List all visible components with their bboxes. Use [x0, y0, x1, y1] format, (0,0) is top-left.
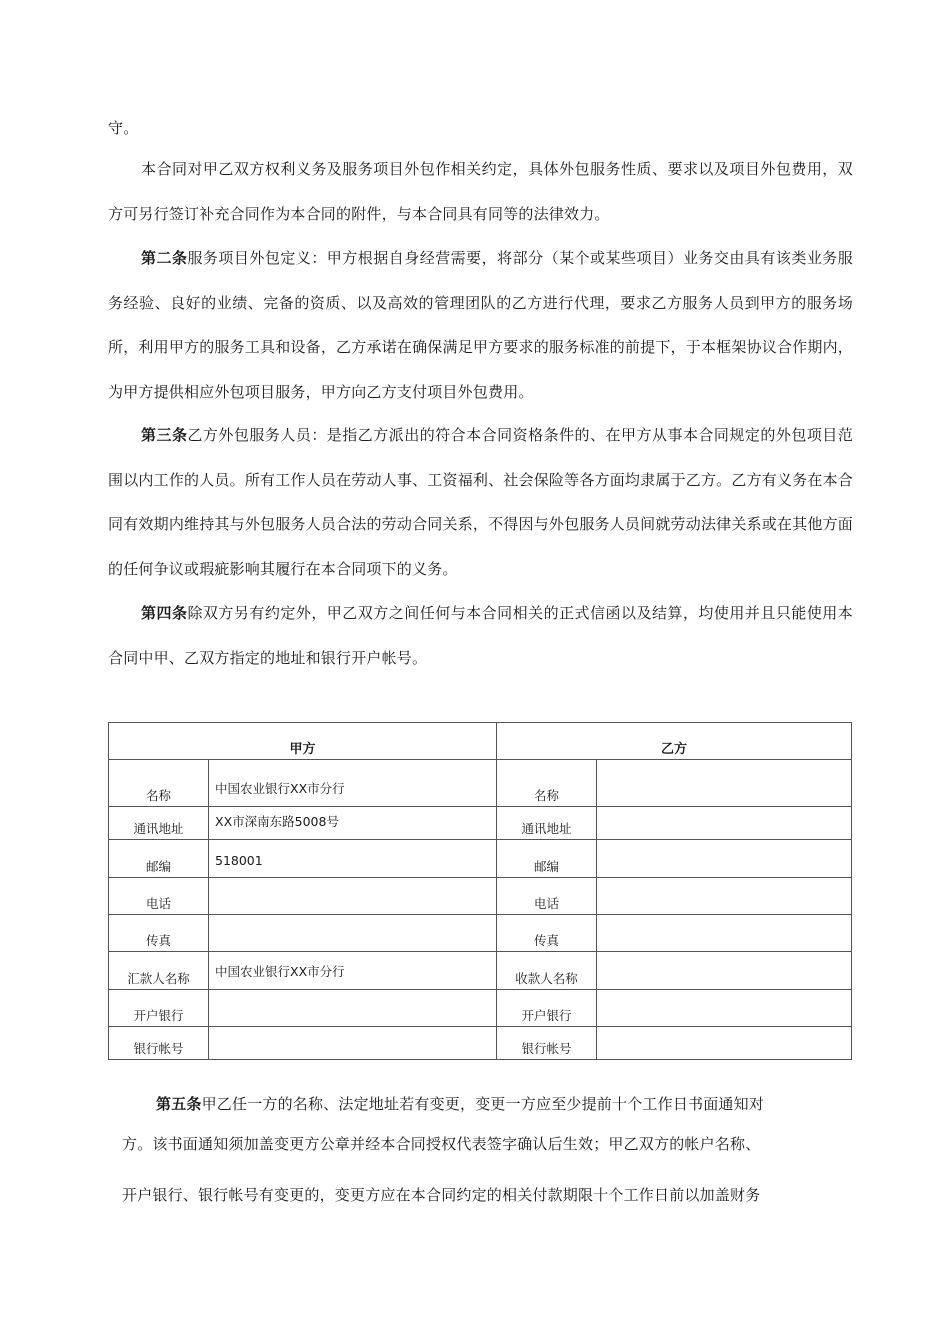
party-b-label: 通讯地址	[497, 807, 597, 840]
article-2-body: 服务项目外包定义：甲方根据自身经营需要，将部分（某个或某些项目）业务交由具有该类业务服务经验、良好的业绩、完备的资质、以及高效的管理团队的乙方进行代理，要求乙方服务人员到甲方的服务场所，利用甲方的服务工具和设备，乙方承诺在确保满足甲方要求的服务标准的前提下，于本框架协议合作期内，为甲方提供相应外包项目服务，甲方向乙方支付项目外包费用。	[108, 249, 853, 401]
table-header-row	[109, 723, 852, 760]
party-b-value	[597, 952, 852, 990]
article-5-line-3: 开户银行、银行帐号有变更的，变更方应在本合同约定的相关付款期限十个工作日前以加盖财务	[122, 1186, 761, 1204]
party-a-value	[209, 878, 497, 915]
party-b-label: 邮编	[497, 840, 597, 878]
party-a-value	[209, 915, 497, 952]
party-a-label: 名称	[109, 760, 209, 807]
party-b-value	[597, 878, 852, 915]
party-a-value	[209, 807, 497, 840]
table-row	[109, 807, 852, 840]
table-row	[109, 760, 852, 807]
party-b-label: 银行帐号	[497, 1027, 597, 1060]
article-5-title: 第五条	[156, 1095, 202, 1113]
table-row	[109, 1027, 852, 1060]
article-3-title: 第三条	[141, 426, 188, 444]
article-4	[108, 591, 853, 680]
party-a-label: 通讯地址	[109, 807, 209, 840]
party-a-name-value: 中国农业银行XX市分行	[215, 781, 345, 796]
article-5-text-1: 甲乙任一方的名称、法定地址若有变更，变更一方应至少提前十个工作日书面通知对	[201, 1095, 765, 1113]
party-info-table	[108, 722, 852, 1060]
article-4-title: 第四条	[141, 604, 188, 622]
article-4-body: 除双方另有约定外，甲乙双方之间任何与本合同相关的正式信函以及结算，均使用并且只能使用本合同中甲、乙双方指定的地址和银行开户帐号。	[108, 604, 853, 667]
paragraph-continuation: 守。	[108, 119, 139, 137]
party-a-label: 汇款人名称	[109, 952, 209, 990]
table-row	[109, 915, 852, 952]
party-b-value	[597, 1027, 852, 1060]
party-b-label: 名称	[497, 760, 597, 807]
party-b-value	[597, 807, 852, 840]
party-a-label: 银行帐号	[109, 1027, 209, 1060]
party-b-value	[597, 990, 852, 1027]
table-row	[109, 990, 852, 1027]
table-row	[109, 952, 852, 990]
article-3-body: 乙方外包服务人员：是指乙方派出的符合本合同资格条件的、在甲方从事本合同规定的外包项目范围以内工作的人员。所有工作人员在劳动人事、工资福利、社会保险等各方面均隶属于乙方。乙方有义务在本合同有效期内维持其与外包服务人员合法的劳动合同关系，不得因与外包服务人员间就劳动法律关系或在其他方面的任何争议或瑕疵影响其履行在本合同项下的义务。	[108, 426, 853, 578]
party-a-label: 传真	[109, 915, 209, 952]
party-a-value	[209, 760, 497, 807]
party-b-value	[597, 915, 852, 952]
party-b-label: 传真	[497, 915, 597, 952]
article-2-title: 第二条	[141, 249, 188, 267]
party-b-value	[597, 840, 852, 878]
table-row	[109, 840, 852, 878]
article-2	[108, 236, 853, 414]
table-row	[109, 878, 852, 915]
article-5-line-1	[156, 1093, 856, 1114]
article-5-line-2: 方。该书面通知须加盖变更方公章并经本合同授权代表签字确认后生效；甲乙双方的帐户名称、	[122, 1135, 761, 1153]
party-a-value	[209, 840, 497, 878]
party-b-value	[597, 760, 852, 807]
party-a-label: 邮编	[109, 840, 209, 878]
party-a-value	[209, 1027, 497, 1060]
party-a-postcode-value: 518001	[215, 853, 263, 868]
party-a-value	[209, 952, 497, 990]
party-a-address-value: XX市深南东路5008号	[215, 814, 339, 829]
party-b-label: 开户银行	[497, 990, 597, 1027]
article-3	[108, 413, 853, 591]
party-a-label: 开户银行	[109, 990, 209, 1027]
party-a-remitter-value: 中国农业银行XX市分行	[215, 964, 345, 979]
party-b-label: 收款人名称	[497, 952, 597, 990]
party-a-header: 甲方	[109, 723, 497, 760]
paragraph-supplement: 本合同对甲乙双方权利义务及服务项目外包作相关约定，具体外包服务性质、要求以及项目外包费用，双方可另行签订补充合同作为本合同的附件，与本合同具有同等的法律效力。	[108, 160, 853, 223]
party-a-label: 电话	[109, 878, 209, 915]
party-b-header: 乙方	[497, 723, 852, 760]
party-b-label: 电话	[497, 878, 597, 915]
party-a-value	[209, 990, 497, 1027]
